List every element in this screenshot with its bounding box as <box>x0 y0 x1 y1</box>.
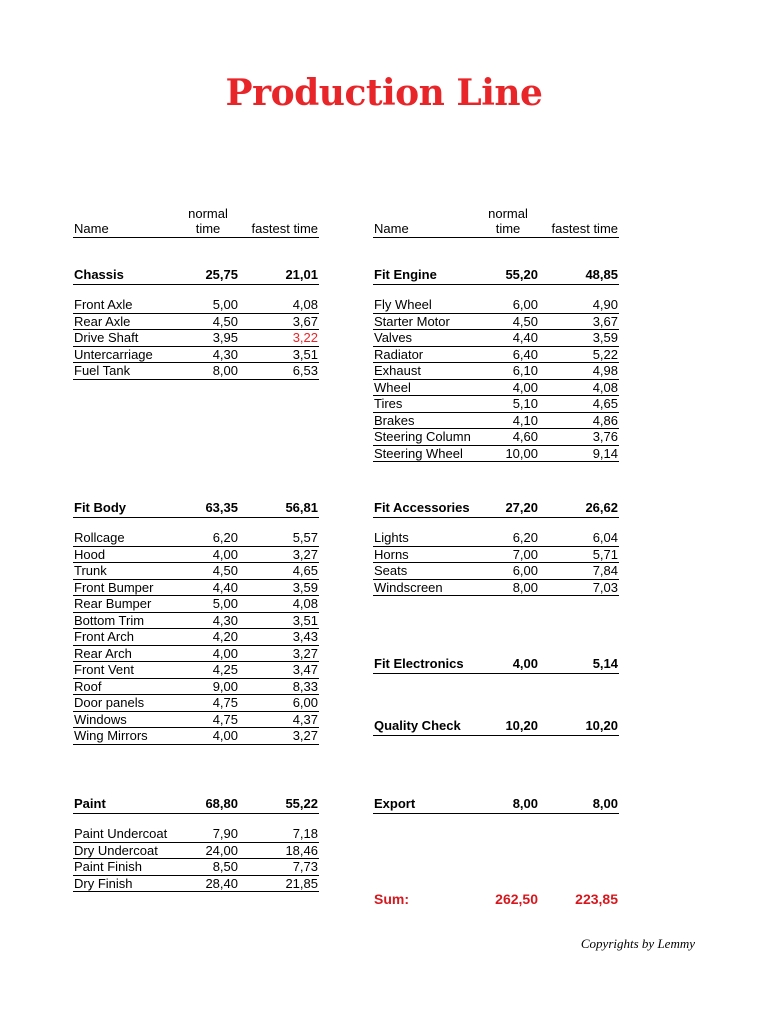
item-normal-time: 10,00 <box>505 445 538 461</box>
item-fastest-time: 3,27 <box>292 645 318 661</box>
item-name: Bottom Trim <box>74 612 145 628</box>
item-normal-time: 8,00 <box>212 363 238 378</box>
item-fastest-time: 3,67 <box>592 313 618 329</box>
item-name: Paint Finish <box>74 859 142 874</box>
section-header <box>373 656 619 674</box>
section-export <box>373 796 619 814</box>
table-row <box>73 876 319 892</box>
item-name: Lights <box>374 530 409 545</box>
item-normal-time: 4,40 <box>212 579 238 595</box>
item-normal-time: 4,50 <box>212 313 238 329</box>
item-name: Rear Arch <box>74 645 132 661</box>
section-normal-time: 55,20 <box>505 267 538 282</box>
item-fastest-time: 3,27 <box>292 546 318 562</box>
table-row <box>373 314 619 331</box>
item-fastest-time: 7,84 <box>592 563 618 578</box>
table-row <box>373 413 619 430</box>
item-name: Steering Column <box>374 429 471 444</box>
item-fastest-time: 3,76 <box>592 429 618 444</box>
section-header <box>373 267 619 285</box>
header-name: Name <box>74 221 109 236</box>
section-header <box>73 500 319 518</box>
item-list <box>73 297 319 380</box>
section-fastest-time: 56,81 <box>285 500 318 515</box>
item-name: Seats <box>374 563 408 578</box>
table-row <box>373 547 619 564</box>
section-header <box>373 796 619 814</box>
table-row <box>73 826 319 843</box>
section-name: Paint <box>74 796 106 811</box>
item-name: Horns <box>374 546 409 562</box>
item-name: Starter Motor <box>374 313 450 329</box>
item-name: Untercarriage <box>74 346 153 362</box>
item-fastest-time: 7,73 <box>292 859 318 874</box>
section-chassis <box>73 267 319 380</box>
item-fastest-time: 3,27 <box>292 728 318 743</box>
item-fastest-time: 5,71 <box>592 546 618 562</box>
table-row <box>73 695 319 712</box>
header-name: Name <box>374 221 409 236</box>
item-normal-time: 6,00 <box>512 297 538 312</box>
item-fastest-time: 4,86 <box>592 412 618 428</box>
right-column-header <box>373 205 619 238</box>
item-name: Brakes <box>374 412 415 428</box>
table-row <box>373 396 619 413</box>
item-normal-time: 4,40 <box>512 330 538 345</box>
table-row <box>73 728 319 744</box>
section-fit-body <box>73 500 319 745</box>
table-row <box>373 330 619 347</box>
item-normal-time: 9,00 <box>212 678 238 694</box>
item-normal-time: 4,00 <box>512 379 538 395</box>
item-name: Front Bumper <box>74 579 154 595</box>
section-header <box>373 718 619 736</box>
table-row <box>73 662 319 679</box>
table-row <box>373 446 619 462</box>
item-fastest-time: 3,67 <box>292 313 318 329</box>
item-normal-time: 4,75 <box>212 711 238 727</box>
section-fastest-time: 26,62 <box>585 500 618 515</box>
item-normal-time: 4,75 <box>212 695 238 710</box>
table-row <box>73 596 319 613</box>
sum-label: Sum: <box>374 891 409 907</box>
item-name: Front Vent <box>74 662 134 677</box>
item-normal-time: 7,90 <box>212 826 238 841</box>
table-row <box>373 563 619 580</box>
item-normal-time: 4,60 <box>512 429 538 444</box>
table-row <box>73 629 319 646</box>
item-normal-time: 3,95 <box>212 330 238 345</box>
item-normal-time: 4,50 <box>212 563 238 578</box>
item-name: Steering Wheel <box>374 445 463 461</box>
item-name: Exhaust <box>374 363 421 378</box>
item-name: Dry Undercoat <box>74 842 158 858</box>
table-row <box>73 613 319 630</box>
item-name: Trunk <box>74 563 107 578</box>
item-name: Windows <box>74 711 127 727</box>
section-name: Fit Accessories <box>374 500 470 515</box>
item-fastest-time: 6,53 <box>292 363 318 378</box>
table-row <box>373 429 619 446</box>
section-fastest-time: 21,01 <box>285 267 318 282</box>
item-normal-time: 4,25 <box>212 662 238 677</box>
header-normal-time: normal time <box>188 206 228 236</box>
item-name: Drive Shaft <box>74 330 139 345</box>
item-name: Front Arch <box>74 629 134 644</box>
item-normal-time: 4,10 <box>512 412 538 428</box>
item-fastest-time: 5,22 <box>592 346 618 362</box>
section-name: Chassis <box>74 267 124 282</box>
section-normal-time: 4,00 <box>512 656 538 671</box>
item-fastest-time: 5,57 <box>292 530 318 545</box>
section-normal-time: 63,35 <box>205 500 238 515</box>
item-name: Valves <box>374 330 413 345</box>
item-normal-time: 8,00 <box>512 579 538 595</box>
table-row <box>73 712 319 729</box>
item-name: Front Axle <box>74 297 133 312</box>
item-name: Fly Wheel <box>374 297 432 312</box>
section-quality-check <box>373 718 619 736</box>
section-normal-time: 10,20 <box>505 718 538 733</box>
section-name: Fit Engine <box>374 267 437 282</box>
table-row <box>73 843 319 860</box>
table-row <box>73 330 319 347</box>
item-fastest-time: 9,14 <box>592 445 618 461</box>
item-normal-time: 4,20 <box>212 629 238 644</box>
item-normal-time: 28,40 <box>205 875 238 891</box>
item-fastest-time: 7,03 <box>592 579 618 595</box>
section-fastest-time: 55,22 <box>285 796 318 811</box>
item-name: Roof <box>74 678 102 694</box>
item-fastest-time: 21,85 <box>285 875 318 891</box>
item-list <box>73 530 319 745</box>
item-name: Rear Bumper <box>74 596 152 611</box>
item-normal-time: 5,00 <box>212 596 238 611</box>
item-normal-time: 4,00 <box>212 645 238 661</box>
item-fastest-time: 3,59 <box>292 579 318 595</box>
section-fastest-time: 8,00 <box>592 796 618 811</box>
section-name: Quality Check <box>374 718 461 733</box>
item-normal-time: 4,50 <box>512 313 538 329</box>
sum-fastest-time: 223,85 <box>575 891 618 907</box>
item-name: Door panels <box>74 695 145 710</box>
sum-row <box>373 890 619 908</box>
item-fastest-time: 8,33 <box>292 678 318 694</box>
section-name: Export <box>374 796 416 811</box>
item-normal-time: 5,00 <box>212 297 238 312</box>
item-normal-time: 4,00 <box>212 546 238 562</box>
section-name: Fit Electronics <box>374 656 464 671</box>
table-row <box>73 646 319 663</box>
section-header <box>73 267 319 285</box>
table-row <box>373 530 619 547</box>
item-normal-time: 5,10 <box>512 396 538 411</box>
item-fastest-time: 3,51 <box>292 612 318 628</box>
sum-normal-time: 262,50 <box>495 891 538 907</box>
section-normal-time: 27,20 <box>505 500 538 515</box>
item-name: Fuel Tank <box>74 363 131 378</box>
item-fastest-time: 4,98 <box>592 363 618 378</box>
header-normal-time: normal time <box>488 206 528 236</box>
item-normal-time: 8,50 <box>212 859 238 874</box>
section-fit-accessories <box>373 500 619 596</box>
item-name: Rear Axle <box>74 313 131 329</box>
item-list <box>373 297 619 462</box>
table-row <box>373 380 619 397</box>
item-fastest-time: 4,08 <box>292 297 318 312</box>
table-row <box>373 297 619 314</box>
item-fastest-time: 4,90 <box>592 297 618 312</box>
item-fastest-time: 3,43 <box>292 629 318 644</box>
left-column-header <box>73 205 319 238</box>
table-row <box>73 363 319 379</box>
section-header <box>373 500 619 518</box>
table-row <box>73 563 319 580</box>
table-row <box>373 363 619 380</box>
section-fastest-time: 5,14 <box>592 656 618 671</box>
item-normal-time: 7,00 <box>512 546 538 562</box>
item-name: Hood <box>74 546 106 562</box>
table-row <box>73 679 319 696</box>
item-fastest-time: 4,37 <box>292 711 318 727</box>
item-fastest-time: 3,51 <box>292 346 318 362</box>
item-name: Dry Finish <box>74 875 133 891</box>
item-fastest-time: 4,65 <box>592 396 618 411</box>
item-normal-time: 6,10 <box>512 363 538 378</box>
section-normal-time: 8,00 <box>512 796 538 811</box>
section-paint <box>73 796 319 892</box>
item-list <box>73 826 319 892</box>
item-name: Rollcage <box>74 530 125 545</box>
section-normal-time: 25,75 <box>205 267 238 282</box>
item-normal-time: 4,30 <box>212 612 238 628</box>
table-row <box>373 347 619 364</box>
item-name: Wing Mirrors <box>74 728 148 743</box>
item-list <box>373 530 619 596</box>
section-fastest-time: 48,85 <box>585 267 618 282</box>
item-normal-time: 24,00 <box>205 842 238 858</box>
item-name: Tires <box>374 396 403 411</box>
table-row <box>73 530 319 547</box>
section-name: Fit Body <box>74 500 126 515</box>
item-name: Radiator <box>374 346 424 362</box>
section-normal-time: 68,80 <box>205 796 238 811</box>
page-title: Production Line <box>225 72 543 114</box>
item-fastest-time: 6,04 <box>592 530 618 545</box>
header-fastest-time: fastest time <box>251 221 318 236</box>
item-fastest-time: 3,59 <box>592 330 618 345</box>
item-fastest-time: 4,08 <box>592 379 618 395</box>
table-row <box>373 580 619 596</box>
item-normal-time: 6,40 <box>512 346 538 362</box>
table-row <box>73 314 319 331</box>
copyright: Copyrights by Lemmy <box>580 936 695 951</box>
item-name: Wheel <box>374 379 411 395</box>
item-fastest-time: 7,18 <box>292 826 318 841</box>
section-header <box>73 796 319 814</box>
item-fastest-time: 6,00 <box>292 695 318 710</box>
item-normal-time: 6,00 <box>512 563 538 578</box>
item-fastest-time: 3,22 <box>292 330 318 345</box>
section-fit-engine <box>373 267 619 462</box>
item-fastest-time: 4,65 <box>292 563 318 578</box>
section-fit-electronics <box>373 656 619 674</box>
header-fastest-time: fastest time <box>551 221 618 236</box>
item-fastest-time: 18,46 <box>285 842 318 858</box>
table-row <box>73 347 319 364</box>
item-normal-time: 6,20 <box>512 530 538 545</box>
section-fastest-time: 10,20 <box>585 718 618 733</box>
table-row <box>73 859 319 876</box>
item-name: Windscreen <box>374 579 443 595</box>
item-normal-time: 4,00 <box>212 728 238 743</box>
item-name: Paint Undercoat <box>74 826 168 841</box>
table-row <box>73 580 319 597</box>
item-normal-time: 4,30 <box>212 346 238 362</box>
table-row <box>73 547 319 564</box>
item-fastest-time: 4,08 <box>292 596 318 611</box>
item-normal-time: 6,20 <box>212 530 238 545</box>
table-row <box>73 297 319 314</box>
item-fastest-time: 3,47 <box>292 662 318 677</box>
